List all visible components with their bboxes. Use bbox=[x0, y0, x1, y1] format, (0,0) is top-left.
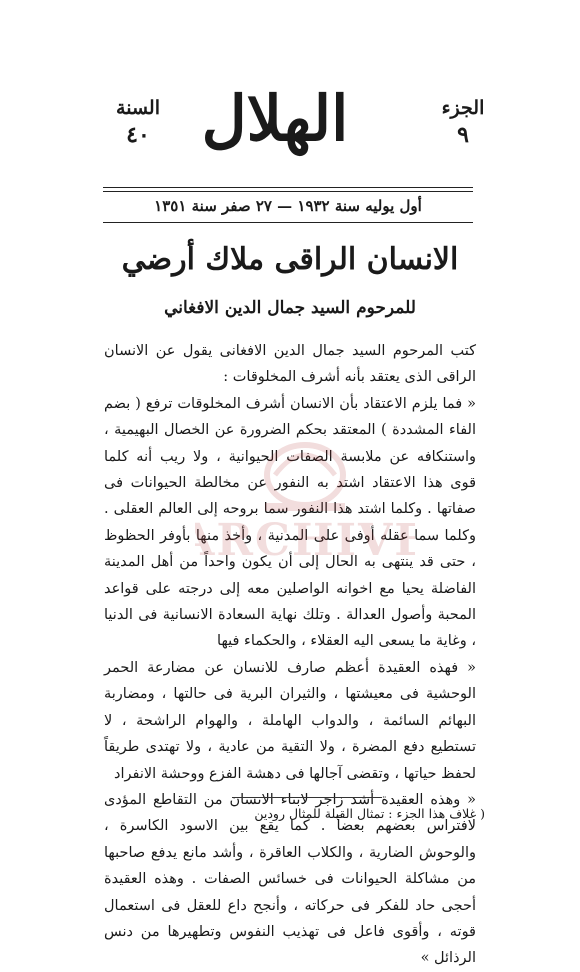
year-label bbox=[98, 96, 178, 149]
footnote-rule bbox=[232, 797, 382, 798]
header-rule-top bbox=[103, 187, 473, 188]
dateline: أول يوليه سنة ١٩٣٢ — ٢٧ صفر سنة ١٣٥١ bbox=[154, 197, 422, 215]
issue-number: ٩ bbox=[457, 121, 469, 148]
issue-label-text: الجزء bbox=[441, 97, 485, 119]
issue-label bbox=[428, 96, 498, 149]
article-byline: للمرحوم السيد جمال الدين الافغاني bbox=[164, 298, 416, 318]
paragraph-3: « وهذه العقيدة أشد زاجر لابناء الانسان من التقاطع المؤدى لافتراس بعضهم بعضاً . كما يقع بين الاسود الكاسرة ، والوحوش الضارية ، والكلاب العاقرة ، وأشد مانع يدفع صاحبها من مشاكلة الحيوانات فى خسائس الصفات . وهذه العقيدة أحجى حاد للفكر فى حركاته ، وأنجح داع للعقل فى استعمال قوته ، وأقوى فاعل فى تهذيب النفوس وتطهيرها من دنس الرذائل » bbox=[104, 791, 476, 967]
article-body bbox=[104, 338, 476, 972]
article-title: الانسان الراقى ملاك أرضي bbox=[121, 242, 459, 277]
year-label-text: السنة bbox=[116, 97, 160, 119]
header-rule-bottom bbox=[103, 222, 473, 223]
svg-text:ARCHIVE: ARCHIVE bbox=[195, 515, 415, 566]
header-rule-top-thin bbox=[103, 191, 473, 192]
masthead-title: الهلال bbox=[201, 82, 349, 155]
paragraph-2: « فهذه العقيدة أعظم صارف للانسان عن مضارعة الحمر الوحشية فى معيشتها ، والثيران البرية فى حالتها ، ومضاربة البهائم السائمة ، والدواب الهاملة ، والهوام الراشحة ، لا تستطيع دفع المضرة ، ولا التقية من عادية ، ولا تهتدى طريقاً لحفظ حياتها ، وتقضى آجالها فى دهشة الفزع ووحشة الانفراد bbox=[104, 659, 476, 782]
paragraph-intro: كتب المرحوم السيد جمال الدين الافغانى يقول عن الانسان الراقى الذى يعتقد بأنه أشرف المخلوقات : bbox=[104, 343, 476, 386]
cover-caption: ( غلاف هذا الجزء : تمثال القبلة للمثال رودين bbox=[254, 806, 485, 821]
paragraph-1: « فما يلزم الاعتقاد بأن الانسان أشرف المخلوقات ترفع ( بضم الفاء المشددة ) المعتقد بحكم الضرورة عن الخصال البهيمية ، واستنكافه عن ملابسة الصفات الحيوانية ، ولا ريب أنه كلما قوى هذا الاعتقاد اشتد به النفور عن مخالطة الحيوانات فى صفاتها . وكلما اشتد هذا النفور سما بروحه إلى العالم العقلى . وكلما سما عقله أوفى على المدنية ، وأخذ منها بأوفر الحظوظ ، حتى قد ينتهى به الحال إلى أن يكون واحداً من أهل المدينة الفاضلة يحيا مع اخوانه الواصلين معه إلى درجته على قواعد المحبة وأصول العدالة . وتلك نهاية السعادة الانسانية فى الدنيا ، وغاية ما يسعى اليه العقلاء ، والحكماء فيها bbox=[104, 395, 476, 650]
year-number: ٤٠ bbox=[126, 121, 150, 148]
